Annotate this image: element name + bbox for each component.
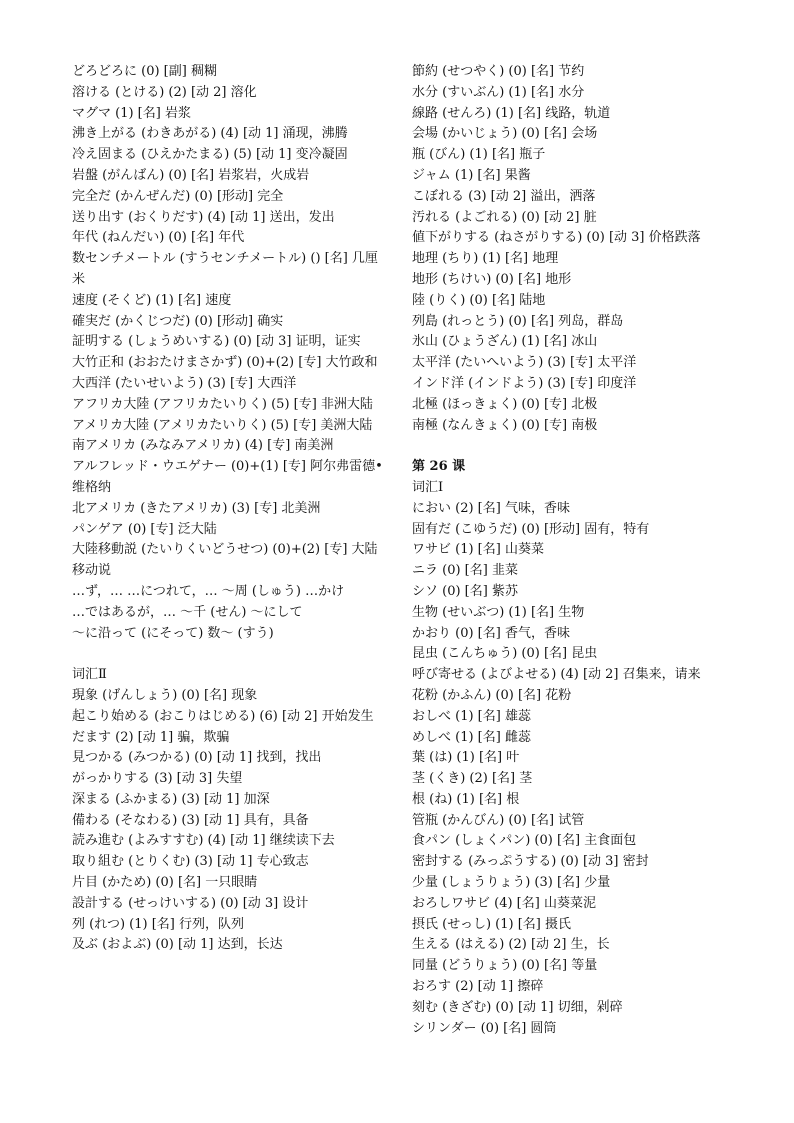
vocab-entry: 食パン (しょくパン) (0) [名] 主食面包: [412, 833, 637, 849]
vocab-entry: アメリカ大陸 (アメリカたいりく) (5) [专] 美洲大陆: [72, 417, 373, 433]
vocab-entry: おろしワサビ (4) [名] 山葵菜泥: [412, 895, 596, 911]
vocab-entry: 送り出す (おくりだす) (4) [动 1] 送出，发出: [72, 209, 335, 225]
vocab-entry: 刻む (きざむ) (0) [动 1] 切细，剁碎: [412, 999, 623, 1015]
vocab-entry: 茎 (くき) (2) [名] 茎: [412, 771, 533, 787]
vocab-entry: …ではあるが，… ～千 (せん) ～にして: [72, 604, 303, 620]
vocab-entry: だます (2) [动 1] 骗，欺骗: [72, 729, 230, 745]
vocab-entry: 現象 (げんしょう) (0) [名] 现象: [72, 687, 258, 703]
vocab-entry: 花粉 (かふん) (0) [名] 花粉: [412, 687, 572, 703]
vocab-entry: 太平洋 (たいへいよう) (3) [专] 太平洋: [412, 355, 637, 371]
vocab-entry: 溶ける (とける) (2) [动 2] 溶化: [72, 84, 257, 100]
vocab-entry: アルフレッド・ウエゲナー (0)+(1) [专] 阿尔弗雷德•维格纳: [72, 459, 383, 495]
vocab-entry: 値下がりする (ねさがりする) (0) [动 3] 价格跌落: [412, 230, 701, 246]
vocab-entry: 設計する (せっけいする) (0) [动 3] 设计: [72, 895, 309, 911]
vocab-entry: 沸き上がる (わきあがる) (4) [动 1] 涌现，沸腾: [72, 126, 348, 142]
vocab-entry: 読み進む (よみすすむ) (4) [动 1] 继续读下去: [72, 833, 335, 849]
vocab-entry: 葉 (は) (1) [名] 叶: [412, 750, 520, 766]
vocab-entry: 南極 (なんきょく) (0) [专] 南极: [412, 417, 598, 433]
vocab-entry: かおり (0) [名] 香气，香味: [412, 625, 570, 641]
vocab-entry: 年代 (ねんだい) (0) [名] 年代: [72, 230, 245, 246]
blank-line: [412, 436, 730, 457]
vocab-entry: 摂氏 (せっし) (1) [名] 摄氏: [412, 916, 571, 932]
vocab-entry: 大西洋 (たいせいよう) (3) [专] 大西洋: [72, 375, 297, 391]
section-heading: 词汇Ⅰ: [412, 479, 444, 495]
right-column: [412, 62, 730, 1039]
vocab-entry: 深まる (ふかまる) (3) [动 1] 加深: [72, 791, 270, 807]
vocab-entry: 速度 (そくど) (1) [名] 速度: [72, 292, 232, 308]
vocab-entry: 片目 (かため) (0) [名] 一只眼睛: [72, 875, 258, 891]
section-heading: 词汇Ⅱ: [72, 667, 107, 683]
vocab-entry: 及ぶ (およぶ) (0) [动 1] 达到，长达: [72, 937, 283, 953]
vocab-entry: 生える (はえる) (2) [动 2] 生，长: [412, 937, 610, 953]
left-column: [72, 62, 390, 956]
vocab-entry: アフリカ大陸 (アフリカたいりく) (5) [专] 非洲大陆: [72, 396, 373, 412]
vocab-entry: 大陸移動説 (たいりくいどうせつ) (0)+(2) [专] 大陆移动说: [72, 542, 378, 579]
vocab-entry: におい (2) [名] 气味，香味: [412, 500, 570, 516]
vocab-entry: 会場 (かいじょう) (0) [名] 会场: [412, 126, 598, 142]
vocab-entry: 北アメリカ (きたアメリカ) (3) [专] 北美洲: [72, 500, 321, 516]
vocab-entry: 節約 (せつやく) (0) [名] 节约: [412, 64, 585, 79]
vocab-entry: どろどろに (0) [副] 稠糊: [72, 64, 217, 79]
vocab-entry: マグマ (1) [名] 岩浆: [72, 105, 191, 121]
vocab-entry: 密封する (みっぷうする) (0) [动 3] 密封: [412, 854, 649, 870]
vocab-entry: 呼び寄せる (よびよせる) (4) [动 2] 召集来，请来: [412, 667, 701, 683]
vocab-entry: 冷え固まる (ひえかたまる) (5) [动 1] 变冷凝固: [72, 147, 348, 163]
vocab-entry: おろす (2) [动 1] 擦碎: [412, 979, 544, 995]
vocab-entry: 地理 (ちり) (1) [名] 地理: [412, 251, 559, 267]
vocab-entry: ～に沿って (にそって) 数～ (すう): [72, 625, 274, 641]
vocab-entry: パンゲア (0) [专] 泛大陆: [72, 521, 217, 537]
vocab-entry: 列島 (れっとう) (0) [名] 列岛，群岛: [412, 313, 624, 329]
vocab-entry: 完全だ (かんぜんだ) (0) [形动] 完全: [72, 188, 284, 204]
vocab-entry: ジャム (1) [名] 果酱: [412, 167, 531, 183]
vocab-entry: 生物 (せいぶつ) (1) [名] 生物: [412, 604, 585, 620]
vocab-entry: ニラ (0) [名] 韭菜: [412, 563, 518, 579]
vocab-entry: 列 (れつ) (1) [名] 行列，队列: [72, 916, 244, 932]
vocab-entry: 北極 (ほっきょく) (0) [专] 北极: [412, 396, 598, 412]
vocab-entry: おしべ (1) [名] 雄蕊: [412, 708, 531, 724]
vocab-entry: インド洋 (インドよう) (3) [专] 印度洋: [412, 375, 637, 391]
vocab-entry: 汚れる (よごれる) (0) [动 2] 脏: [412, 209, 597, 225]
vocab-entry: 同量 (どうりょう) (0) [名] 等量: [412, 958, 598, 974]
vocab-entry: 確実だ (かくじつだ) (0) [形动] 确实: [72, 313, 284, 329]
vocab-entry: 少量 (しょうりょう) (3) [名] 少量: [412, 875, 611, 891]
lesson-heading: 第 26 课: [412, 459, 466, 475]
vocab-entry: 瓶 (びん) (1) [名] 瓶子: [412, 147, 546, 163]
vocab-entry: 線路 (せんろ) (1) [名] 线路，轨道: [412, 105, 611, 121]
vocab-entry: 陸 (りく) (0) [名] 陆地: [412, 292, 546, 308]
vocab-entry: 管瓶 (かんびん) (0) [名] 试管: [412, 812, 585, 828]
vocab-entry: 備わる (そなわる) (3) [动 1] 具有，具备: [72, 812, 309, 828]
vocab-entry: めしべ (1) [名] 雌蕊: [412, 729, 531, 745]
vocab-entry: 水分 (すいぶん) (1) [名] 水分: [412, 84, 585, 100]
vocab-entry: こぼれる (3) [动 2] 溢出，洒落: [412, 188, 596, 204]
vocab-entry: 南アメリカ (みなみアメリカ) (4) [专] 南美洲: [72, 438, 334, 454]
vocab-entry: 起こり始める (おこりはじめる) (6) [动 2] 开始发生: [72, 708, 374, 724]
vocab-entry: シリンダー (0) [名] 圆筒: [412, 1020, 557, 1036]
vocab-entry: がっかりする (3) [动 3] 失望: [72, 771, 243, 787]
vocab-entry: 地形 (ちけい) (0) [名] 地形: [412, 271, 572, 287]
vocab-entry: 根 (ね) (1) [名] 根: [412, 791, 520, 807]
vocab-entry: シソ (0) [名] 紫苏: [412, 583, 518, 599]
vocab-entry: 固有だ (こゆうだ) (0) [形动] 固有，特有: [412, 521, 650, 537]
vocab-entry: 数センチメートル (すうセンチメートル) () [名] 几厘米: [72, 251, 378, 287]
vocab-entry: 見つかる (みつかる) (0) [动 1] 找到，找出: [72, 750, 322, 766]
vocab-entry: 氷山 (ひょうざん) (1) [名] 冰山: [412, 334, 598, 350]
vocab-entry: 大竹正和 (おおたけまさかず) (0)+(2) [专] 大竹政和: [72, 355, 378, 371]
vocab-entry: 取り組む (とりくむ) (3) [动 1] 专心致志: [72, 854, 309, 870]
vocab-entry: ワサビ (1) [名] 山葵菜: [412, 542, 544, 558]
blank-line: [72, 644, 390, 665]
vocab-entry: 証明する (しょうめいする) (0) [动 3] 证明，证实: [72, 334, 361, 350]
vocab-entry: …ず，… …につれて，… ～周 (しゅう) …かけ: [72, 583, 345, 599]
vocab-entry: 岩盤 (がんばん) (0) [名] 岩浆岩，火成岩: [72, 167, 310, 183]
vocab-entry: 昆虫 (こんちゅう) (0) [名] 昆虫: [412, 646, 598, 662]
